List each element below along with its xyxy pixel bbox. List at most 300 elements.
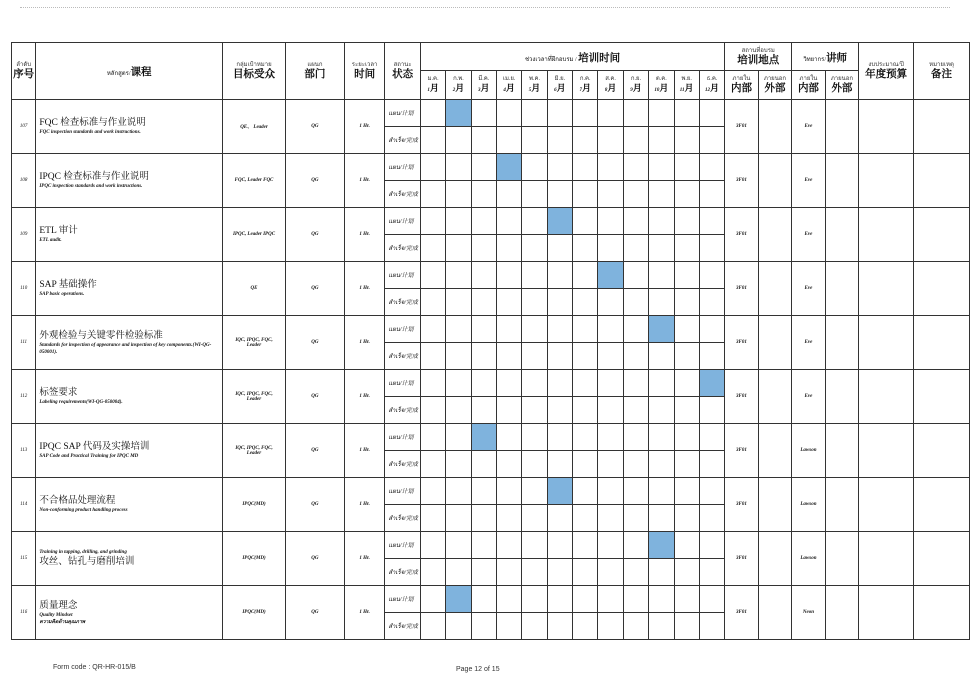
status-plan: แผน/计划 bbox=[385, 586, 421, 613]
plan-month-6 bbox=[547, 478, 572, 505]
place-inner: 3F01 bbox=[725, 532, 758, 586]
remark bbox=[913, 208, 969, 262]
trainer-outer bbox=[825, 532, 859, 586]
status-plan: แผน/计划 bbox=[385, 316, 421, 343]
done-month-5 bbox=[522, 451, 547, 478]
plan-month-11 bbox=[674, 532, 699, 559]
done-month-11 bbox=[674, 559, 699, 586]
place-inner: 3F01 bbox=[725, 478, 758, 532]
department: QG bbox=[285, 478, 344, 532]
status-plan: แผน/计划 bbox=[385, 532, 421, 559]
done-month-5 bbox=[522, 127, 547, 154]
row-number: 114 bbox=[12, 478, 36, 532]
place-inner: 3F01 bbox=[725, 316, 758, 370]
scan-edge-line bbox=[20, 7, 950, 8]
plan-month-2 bbox=[446, 154, 471, 181]
header-place-outer: ภายนอก 外部 bbox=[758, 71, 791, 100]
plan-month-4 bbox=[496, 532, 521, 559]
done-month-7 bbox=[573, 505, 598, 532]
place-inner: 3F01 bbox=[725, 262, 758, 316]
table-row bbox=[12, 154, 970, 181]
done-month-1 bbox=[420, 613, 445, 640]
page-number: Page 12 of 15 bbox=[456, 666, 500, 673]
header-dept: แผนก 部门 bbox=[285, 43, 344, 100]
done-month-9 bbox=[623, 127, 648, 154]
place-outer bbox=[758, 478, 791, 532]
course-title: SAP 基础操作 SAP basic operations. bbox=[36, 262, 223, 316]
done-month-12 bbox=[699, 343, 724, 370]
header-budget: งบประมาณ/ปี 年度预算 bbox=[859, 43, 914, 100]
plan-month-1 bbox=[420, 586, 445, 613]
place-outer bbox=[758, 262, 791, 316]
done-month-9 bbox=[623, 559, 648, 586]
trainer-outer bbox=[825, 370, 859, 424]
plan-month-1 bbox=[420, 478, 445, 505]
header-trainer: วิทยากร/讲师 bbox=[792, 43, 859, 71]
done-month-10 bbox=[649, 451, 674, 478]
done-month-6 bbox=[547, 505, 572, 532]
status-done: สำเร็จ/完成 bbox=[385, 235, 421, 262]
done-month-2 bbox=[446, 343, 471, 370]
plan-month-8 bbox=[598, 370, 623, 397]
done-month-12 bbox=[699, 559, 724, 586]
budget bbox=[859, 262, 914, 316]
done-month-11 bbox=[674, 235, 699, 262]
status-plan: แผน/计划 bbox=[385, 100, 421, 127]
budget bbox=[859, 100, 914, 154]
table-row bbox=[12, 532, 970, 559]
plan-month-4 bbox=[496, 424, 521, 451]
header-trainer-outer: ภายนอก 外部 bbox=[825, 71, 859, 100]
done-month-11 bbox=[674, 505, 699, 532]
done-month-6 bbox=[547, 127, 572, 154]
plan-month-2 bbox=[446, 100, 471, 127]
done-month-12 bbox=[699, 127, 724, 154]
done-month-2 bbox=[446, 397, 471, 424]
row-number: 113 bbox=[12, 424, 36, 478]
plan-month-4 bbox=[496, 262, 521, 289]
plan-month-2 bbox=[446, 478, 471, 505]
done-month-4 bbox=[496, 127, 521, 154]
plan-month-7 bbox=[573, 586, 598, 613]
done-month-9 bbox=[623, 613, 648, 640]
target-audience: IPQC, Leader IPQC bbox=[223, 208, 286, 262]
plan-month-9 bbox=[623, 478, 648, 505]
status-done: สำเร็จ/完成 bbox=[385, 343, 421, 370]
plan-month-9 bbox=[623, 208, 648, 235]
plan-month-2 bbox=[446, 532, 471, 559]
plan-month-11 bbox=[674, 370, 699, 397]
department: QG bbox=[285, 424, 344, 478]
header-period: ช่วงเวลาที่ฝึกอบรม / 培训时间 bbox=[420, 43, 724, 71]
plan-month-4 bbox=[496, 100, 521, 127]
done-month-9 bbox=[623, 289, 648, 316]
done-month-6 bbox=[547, 451, 572, 478]
row-number: 110 bbox=[12, 262, 36, 316]
plan-month-8 bbox=[598, 208, 623, 235]
plan-month-12 bbox=[699, 478, 724, 505]
month-header-8: ส.ค. 8月 bbox=[598, 71, 623, 100]
done-month-10 bbox=[649, 343, 674, 370]
plan-month-11 bbox=[674, 154, 699, 181]
status-done: สำเร็จ/完成 bbox=[385, 451, 421, 478]
table-row bbox=[12, 316, 970, 343]
duration: 1 Hr. bbox=[344, 478, 385, 532]
done-month-6 bbox=[547, 235, 572, 262]
plan-month-2 bbox=[446, 208, 471, 235]
target-audience: QE、 Leader bbox=[223, 100, 286, 154]
place-inner: 3F01 bbox=[725, 154, 758, 208]
done-month-2 bbox=[446, 451, 471, 478]
plan-month-3 bbox=[471, 370, 496, 397]
plan-month-5 bbox=[522, 586, 547, 613]
done-month-5 bbox=[522, 289, 547, 316]
done-month-8 bbox=[598, 343, 623, 370]
target-audience: IQC, IPQC, FQC, Leader bbox=[223, 370, 286, 424]
done-month-1 bbox=[420, 181, 445, 208]
plan-month-5 bbox=[522, 316, 547, 343]
plan-month-7 bbox=[573, 316, 598, 343]
done-month-10 bbox=[649, 235, 674, 262]
plan-month-10 bbox=[649, 208, 674, 235]
plan-month-12 bbox=[699, 154, 724, 181]
plan-month-8 bbox=[598, 424, 623, 451]
place-inner: 3F01 bbox=[725, 100, 758, 154]
status-plan: แผน/计划 bbox=[385, 154, 421, 181]
done-month-6 bbox=[547, 559, 572, 586]
done-month-11 bbox=[674, 343, 699, 370]
plan-month-9 bbox=[623, 424, 648, 451]
done-month-1 bbox=[420, 343, 445, 370]
plan-month-10 bbox=[649, 532, 674, 559]
plan-month-12 bbox=[699, 262, 724, 289]
trainer-outer bbox=[825, 208, 859, 262]
duration: 1 Hr. bbox=[344, 586, 385, 640]
done-month-8 bbox=[598, 505, 623, 532]
done-month-12 bbox=[699, 451, 724, 478]
month-header-1: ม.ค. 1月 bbox=[420, 71, 445, 100]
done-month-5 bbox=[522, 505, 547, 532]
course-title: FQC 检查标准与作业说明 FQC inspection standards and work instructions. bbox=[36, 100, 223, 154]
done-month-5 bbox=[522, 397, 547, 424]
budget bbox=[859, 370, 914, 424]
done-month-3 bbox=[471, 181, 496, 208]
plan-month-2 bbox=[446, 424, 471, 451]
trainer-outer bbox=[825, 100, 859, 154]
trainer-inner: Eve bbox=[792, 370, 825, 424]
header-trainer-inner: ภายใน 内部 bbox=[792, 71, 825, 100]
header-time: ระยะเวลา 时间 bbox=[344, 43, 385, 100]
done-month-8 bbox=[598, 397, 623, 424]
plan-month-9 bbox=[623, 262, 648, 289]
done-month-7 bbox=[573, 235, 598, 262]
done-month-8 bbox=[598, 127, 623, 154]
plan-month-12 bbox=[699, 208, 724, 235]
duration: 1 Hr. bbox=[344, 208, 385, 262]
done-month-8 bbox=[598, 289, 623, 316]
plan-month-7 bbox=[573, 478, 598, 505]
plan-month-6 bbox=[547, 208, 572, 235]
plan-month-5 bbox=[522, 100, 547, 127]
done-month-1 bbox=[420, 505, 445, 532]
month-header-11: พ.ย. 11月 bbox=[674, 71, 699, 100]
done-month-5 bbox=[522, 235, 547, 262]
plan-month-10 bbox=[649, 262, 674, 289]
status-done: สำเร็จ/完成 bbox=[385, 397, 421, 424]
plan-month-11 bbox=[674, 208, 699, 235]
plan-month-2 bbox=[446, 586, 471, 613]
header-target: กลุ่มเป้าหมาย 目标受众 bbox=[223, 43, 286, 100]
done-month-8 bbox=[598, 181, 623, 208]
plan-month-2 bbox=[446, 370, 471, 397]
plan-month-6 bbox=[547, 100, 572, 127]
done-month-10 bbox=[649, 397, 674, 424]
duration: 1 Hr. bbox=[344, 100, 385, 154]
done-month-9 bbox=[623, 451, 648, 478]
plan-month-9 bbox=[623, 586, 648, 613]
done-month-1 bbox=[420, 127, 445, 154]
plan-month-10 bbox=[649, 370, 674, 397]
plan-month-1 bbox=[420, 424, 445, 451]
plan-month-10 bbox=[649, 316, 674, 343]
duration: 1 Hr. bbox=[344, 262, 385, 316]
plan-month-11 bbox=[674, 424, 699, 451]
budget bbox=[859, 208, 914, 262]
place-inner: 3F01 bbox=[725, 370, 758, 424]
row-number: 108 bbox=[12, 154, 36, 208]
month-header-9: ก.ย. 9月 bbox=[623, 71, 648, 100]
budget bbox=[859, 532, 914, 586]
plan-month-3 bbox=[471, 532, 496, 559]
plan-month-10 bbox=[649, 154, 674, 181]
trainer-outer bbox=[825, 154, 859, 208]
plan-month-6 bbox=[547, 262, 572, 289]
plan-month-3 bbox=[471, 262, 496, 289]
place-outer bbox=[758, 370, 791, 424]
done-month-6 bbox=[547, 343, 572, 370]
department: QG bbox=[285, 586, 344, 640]
done-month-5 bbox=[522, 559, 547, 586]
duration: 1 Hr. bbox=[344, 154, 385, 208]
trainer-inner: Eve bbox=[792, 262, 825, 316]
header-remark: หมายเหตุ 备注 bbox=[913, 43, 969, 100]
done-month-9 bbox=[623, 505, 648, 532]
plan-month-8 bbox=[598, 100, 623, 127]
plan-month-4 bbox=[496, 316, 521, 343]
done-month-6 bbox=[547, 181, 572, 208]
done-month-9 bbox=[623, 235, 648, 262]
done-month-10 bbox=[649, 289, 674, 316]
table-row bbox=[12, 586, 970, 613]
done-month-3 bbox=[471, 343, 496, 370]
trainer-outer bbox=[825, 586, 859, 640]
row-number: 116 bbox=[12, 586, 36, 640]
plan-month-5 bbox=[522, 262, 547, 289]
done-month-11 bbox=[674, 289, 699, 316]
plan-month-9 bbox=[623, 370, 648, 397]
plan-month-5 bbox=[522, 154, 547, 181]
done-month-2 bbox=[446, 235, 471, 262]
plan-month-11 bbox=[674, 586, 699, 613]
month-header-12: ธ.ค. 12月 bbox=[699, 71, 724, 100]
done-month-7 bbox=[573, 613, 598, 640]
done-month-4 bbox=[496, 505, 521, 532]
plan-month-2 bbox=[446, 316, 471, 343]
department: QG bbox=[285, 370, 344, 424]
table-row bbox=[12, 100, 970, 127]
done-month-3 bbox=[471, 559, 496, 586]
header-seq: ลำดับ 序号 bbox=[12, 43, 36, 100]
plan-month-9 bbox=[623, 532, 648, 559]
plan-month-7 bbox=[573, 154, 598, 181]
place-outer bbox=[758, 208, 791, 262]
done-month-12 bbox=[699, 397, 724, 424]
department: QG bbox=[285, 208, 344, 262]
plan-month-8 bbox=[598, 154, 623, 181]
done-month-3 bbox=[471, 235, 496, 262]
done-month-7 bbox=[573, 289, 598, 316]
done-month-10 bbox=[649, 181, 674, 208]
done-month-3 bbox=[471, 127, 496, 154]
plan-month-6 bbox=[547, 154, 572, 181]
plan-month-8 bbox=[598, 316, 623, 343]
remark bbox=[913, 316, 969, 370]
done-month-10 bbox=[649, 127, 674, 154]
header-row-1 bbox=[12, 43, 970, 71]
done-month-3 bbox=[471, 505, 496, 532]
trainer-inner: Lawson bbox=[792, 532, 825, 586]
course-title: ETL 审计 ETL audit. bbox=[36, 208, 223, 262]
place-outer bbox=[758, 586, 791, 640]
plan-month-1 bbox=[420, 154, 445, 181]
place-outer bbox=[758, 532, 791, 586]
plan-month-10 bbox=[649, 586, 674, 613]
status-plan: แผน/计划 bbox=[385, 262, 421, 289]
remark bbox=[913, 424, 969, 478]
trainer-inner: Eve bbox=[792, 100, 825, 154]
budget bbox=[859, 316, 914, 370]
done-month-6 bbox=[547, 613, 572, 640]
done-month-12 bbox=[699, 505, 724, 532]
duration: 1 Hr. bbox=[344, 532, 385, 586]
plan-month-12 bbox=[699, 100, 724, 127]
plan-month-5 bbox=[522, 478, 547, 505]
course-title: 不合格品处理流程 Non-conforming product handling process bbox=[36, 478, 223, 532]
month-header-2: ก.พ. 2月 bbox=[446, 71, 471, 100]
done-month-11 bbox=[674, 397, 699, 424]
done-month-5 bbox=[522, 613, 547, 640]
plan-month-12 bbox=[699, 424, 724, 451]
done-month-9 bbox=[623, 181, 648, 208]
training-plan-sheet bbox=[11, 42, 970, 640]
plan-month-7 bbox=[573, 208, 598, 235]
place-outer bbox=[758, 154, 791, 208]
department: QG bbox=[285, 532, 344, 586]
done-month-11 bbox=[674, 181, 699, 208]
trainer-inner: Eve bbox=[792, 154, 825, 208]
done-month-1 bbox=[420, 451, 445, 478]
status-done: สำเร็จ/完成 bbox=[385, 289, 421, 316]
place-inner: 3F01 bbox=[725, 208, 758, 262]
duration: 1 Hr. bbox=[344, 316, 385, 370]
month-header-3: มี.ค. 3月 bbox=[471, 71, 496, 100]
row-number: 111 bbox=[12, 316, 36, 370]
remark bbox=[913, 478, 969, 532]
budget bbox=[859, 478, 914, 532]
remark bbox=[913, 370, 969, 424]
plan-month-8 bbox=[598, 586, 623, 613]
done-month-12 bbox=[699, 289, 724, 316]
done-month-11 bbox=[674, 451, 699, 478]
remark bbox=[913, 586, 969, 640]
plan-month-5 bbox=[522, 424, 547, 451]
place-inner: 3F01 bbox=[725, 586, 758, 640]
course-title: 质量理念 Quality Mindset ความคิดด้านคุณภาพ bbox=[36, 586, 223, 640]
done-month-9 bbox=[623, 397, 648, 424]
done-month-7 bbox=[573, 397, 598, 424]
plan-month-10 bbox=[649, 424, 674, 451]
done-month-7 bbox=[573, 451, 598, 478]
plan-month-7 bbox=[573, 370, 598, 397]
plan-month-2 bbox=[446, 262, 471, 289]
done-month-10 bbox=[649, 559, 674, 586]
header-course: หลักสูตร/课程 bbox=[36, 43, 223, 100]
remark bbox=[913, 262, 969, 316]
place-outer bbox=[758, 100, 791, 154]
done-month-2 bbox=[446, 181, 471, 208]
done-month-2 bbox=[446, 505, 471, 532]
row-number: 109 bbox=[12, 208, 36, 262]
header-status: สถานะ 状态 bbox=[385, 43, 421, 100]
status-done: สำเร็จ/完成 bbox=[385, 505, 421, 532]
plan-month-1 bbox=[420, 262, 445, 289]
status-plan: แผน/计划 bbox=[385, 208, 421, 235]
trainer-inner: Lawson bbox=[792, 424, 825, 478]
place-outer bbox=[758, 316, 791, 370]
trainer-inner: Eve bbox=[792, 208, 825, 262]
table-row bbox=[12, 262, 970, 289]
plan-month-5 bbox=[522, 370, 547, 397]
done-month-2 bbox=[446, 559, 471, 586]
plan-month-6 bbox=[547, 586, 572, 613]
trainer-outer bbox=[825, 262, 859, 316]
plan-month-4 bbox=[496, 154, 521, 181]
table-row bbox=[12, 208, 970, 235]
done-month-4 bbox=[496, 343, 521, 370]
month-header-5: พ.ค. 5月 bbox=[522, 71, 547, 100]
done-month-1 bbox=[420, 235, 445, 262]
target-audience: FQC, Leader FQC bbox=[223, 154, 286, 208]
done-month-11 bbox=[674, 613, 699, 640]
done-month-8 bbox=[598, 613, 623, 640]
done-month-7 bbox=[573, 343, 598, 370]
target-audience: IPQC(MD) bbox=[223, 586, 286, 640]
done-month-3 bbox=[471, 289, 496, 316]
plan-month-12 bbox=[699, 316, 724, 343]
done-month-4 bbox=[496, 181, 521, 208]
plan-month-7 bbox=[573, 262, 598, 289]
plan-month-3 bbox=[471, 316, 496, 343]
plan-month-7 bbox=[573, 532, 598, 559]
plan-month-8 bbox=[598, 532, 623, 559]
department: QG bbox=[285, 316, 344, 370]
done-month-10 bbox=[649, 613, 674, 640]
table-row bbox=[12, 478, 970, 505]
plan-month-8 bbox=[598, 262, 623, 289]
done-month-12 bbox=[699, 235, 724, 262]
done-month-1 bbox=[420, 289, 445, 316]
form-code: Form code : QR-HR-015/B bbox=[53, 664, 136, 671]
